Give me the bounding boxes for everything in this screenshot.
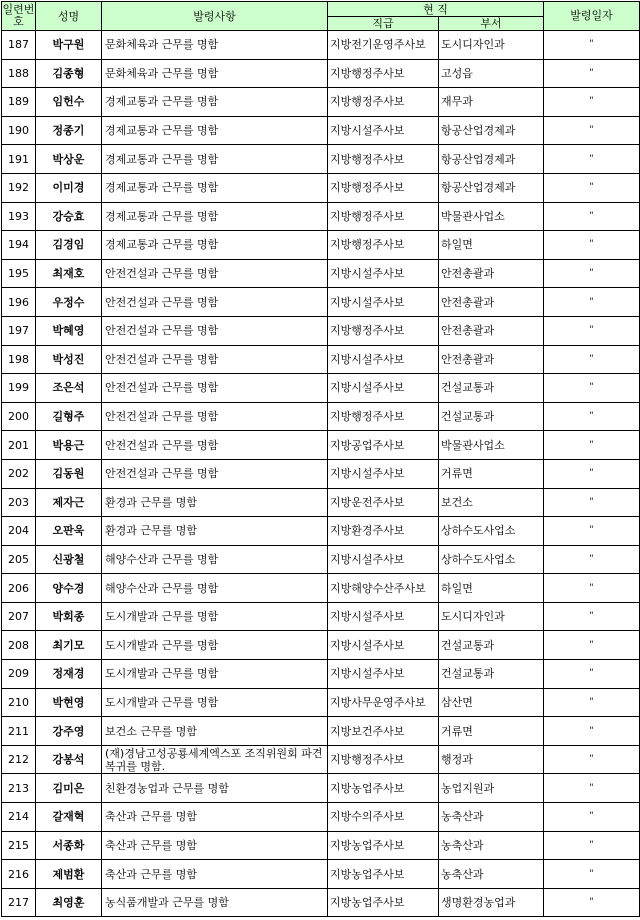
order-date-header-label: 발령일자 — [570, 9, 613, 22]
name-cell: 박성진 — [36, 345, 102, 374]
table-row — [2, 717, 640, 746]
personnel-order-table — [1, 1, 640, 917]
order-date-cell: " — [544, 831, 640, 860]
name-cell: 박현영 — [36, 688, 102, 717]
order-cell: 도시개발과 근무를 명함 — [102, 631, 328, 660]
name-cell: 박상운 — [36, 145, 102, 174]
order-date-cell: " — [544, 488, 640, 517]
serial-number-header-label: 일련번호 — [2, 3, 35, 28]
department-cell: 항공산업경제과 — [439, 173, 544, 202]
order-cell: 안전건설과 근무를 명함 — [102, 345, 328, 374]
table-row — [2, 831, 640, 860]
grade-cell: 지방사무운영주사보 — [328, 688, 439, 717]
table-row — [2, 431, 640, 460]
serial-number-cell: 207 — [2, 602, 36, 631]
department-cell: 상하수도사업소 — [439, 545, 544, 574]
order-cell: 경제교통과 근무를 명함 — [102, 173, 328, 202]
order-cell: 안전건설과 근무를 명함 — [102, 431, 328, 460]
order-cell: 안전건설과 근무를 명함 — [102, 316, 328, 345]
order-cell: 문화체육과 근무를 명함 — [102, 31, 328, 60]
order-date-cell: " — [544, 602, 640, 631]
grade-cell: 지방시설주사보 — [328, 345, 439, 374]
department-cell: 항공산업경제과 — [439, 116, 544, 145]
current-position-header: 현 직 — [328, 2, 544, 17]
name-cell: 임헌수 — [36, 88, 102, 117]
order-cell: 도시개발과 근무를 명함 — [102, 660, 328, 689]
department-cell: 도시디자인과 — [439, 602, 544, 631]
table-row — [2, 173, 640, 202]
order-cell: 안전건설과 근무를 명함 — [102, 288, 328, 317]
serial-number-cell: 217 — [2, 888, 36, 917]
department-cell: 건설교통과 — [439, 660, 544, 689]
order-cell: 경제교통과 근무를 명함 — [102, 116, 328, 145]
serial-number-cell: 208 — [2, 631, 36, 660]
order-date-cell: " — [544, 660, 640, 689]
table-row — [2, 374, 640, 403]
table-row — [2, 316, 640, 345]
serial-number-cell: 209 — [2, 660, 36, 689]
name-cell: 김종형 — [36, 59, 102, 88]
table-row — [2, 459, 640, 488]
order-cell: 경제교통과 근무를 명함 — [102, 145, 328, 174]
serial-number-cell: 212 — [2, 745, 36, 774]
name-cell: 김경임 — [36, 231, 102, 260]
serial-number-cell: 188 — [2, 59, 36, 88]
order-cell: 해양수산과 근무를 명함 — [102, 545, 328, 574]
department-cell: 생명환경농업과 — [439, 888, 544, 917]
table-row — [2, 402, 640, 431]
name-cell: 정종기 — [36, 116, 102, 145]
department-cell: 박물관사업소 — [439, 202, 544, 231]
grade-cell: 지방행정주사보 — [328, 59, 439, 88]
serial-number-cell: 193 — [2, 202, 36, 231]
order-cell: 안전건설과 근무를 명함 — [102, 374, 328, 403]
department-cell: 농업지원과 — [439, 774, 544, 803]
order-cell: 경제교통과 근무를 명함 — [102, 202, 328, 231]
order-cell: 안전건설과 근무를 명함 — [102, 259, 328, 288]
order-cell: 해양수산과 근무를 명함 — [102, 574, 328, 603]
department-cell: 농축산과 — [439, 803, 544, 832]
serial-number-cell: 190 — [2, 116, 36, 145]
department-cell: 상하수도사업소 — [439, 517, 544, 546]
table-row — [2, 660, 640, 689]
serial-number-cell: 215 — [2, 831, 36, 860]
name-cell: 박회종 — [36, 602, 102, 631]
grade-header: 직급 — [328, 17, 439, 31]
grade-cell: 지방공업주사보 — [328, 431, 439, 460]
order-date-cell: " — [544, 202, 640, 231]
grade-cell: 지방시설주사보 — [328, 631, 439, 660]
order-cell: 안전건설과 근무를 명함 — [102, 459, 328, 488]
order-date-cell: " — [544, 231, 640, 260]
order-cell: 안전건설과 근무를 명함 — [102, 402, 328, 431]
grade-cell: 지방농업주사보 — [328, 774, 439, 803]
name-cell: 박용근 — [36, 431, 102, 460]
name-cell: 최재호 — [36, 259, 102, 288]
table-row — [2, 259, 640, 288]
serial-number-cell: 191 — [2, 145, 36, 174]
order-date-cell: " — [544, 259, 640, 288]
order-date-cell: " — [544, 88, 640, 117]
order-cell: 경제교통과 근무를 명함 — [102, 231, 328, 260]
grade-cell: 지방시설주사보 — [328, 116, 439, 145]
name-cell: 오판욱 — [36, 517, 102, 546]
order-date-cell: " — [544, 459, 640, 488]
order-cell: 농식품개발과 근무를 명함 — [102, 888, 328, 917]
order-header: 발령사항 — [102, 2, 328, 31]
grade-cell: 지방농업주사보 — [328, 831, 439, 860]
table-row — [2, 860, 640, 889]
serial-number-cell: 192 — [2, 173, 36, 202]
serial-number-cell: 210 — [2, 688, 36, 717]
table-row — [2, 202, 640, 231]
order-cell: 보건소 근무를 명함 — [102, 717, 328, 746]
order-date-cell: " — [544, 860, 640, 889]
order-date-cell: " — [544, 774, 640, 803]
grade-cell: 지방운전주사보 — [328, 488, 439, 517]
grade-cell: 지방농업주사보 — [328, 860, 439, 889]
order-date-cell: " — [544, 402, 640, 431]
name-cell: 제자근 — [36, 488, 102, 517]
serial-number-cell: 194 — [2, 231, 36, 260]
serial-number-cell: 206 — [2, 574, 36, 603]
department-cell: 하일면 — [439, 574, 544, 603]
serial-number-cell: 201 — [2, 431, 36, 460]
order-cell: 환경과 근무를 명함 — [102, 517, 328, 546]
serial-number-cell: 200 — [2, 402, 36, 431]
table-row — [2, 88, 640, 117]
department-cell: 박물관사업소 — [439, 431, 544, 460]
name-cell: 강주영 — [36, 717, 102, 746]
table-row — [2, 803, 640, 832]
grade-cell: 지방시설주사보 — [328, 459, 439, 488]
serial-number-cell: 197 — [2, 316, 36, 345]
grade-cell: 지방수의주사보 — [328, 803, 439, 832]
grade-cell: 지방행정주사보 — [328, 88, 439, 117]
table-row — [2, 888, 640, 917]
department-cell: 안전총괄과 — [439, 259, 544, 288]
name-cell: 박구원 — [36, 31, 102, 60]
table-row — [2, 116, 640, 145]
order-date-cell: " — [544, 59, 640, 88]
table-row — [2, 745, 640, 774]
order-date-cell: " — [544, 173, 640, 202]
order-cell: 축산과 근무를 명함 — [102, 831, 328, 860]
department-cell: 안전총괄과 — [439, 345, 544, 374]
grade-cell: 지방행정주사보 — [328, 202, 439, 231]
department-header: 부서 — [439, 17, 544, 31]
table-row — [2, 631, 640, 660]
grade-cell: 지방시설주사보 — [328, 660, 439, 689]
order-cell: (재)경남고성공룡세계엑스포 조직위원회 파견복귀를 명함. — [102, 745, 328, 774]
order-date-cell: " — [544, 574, 640, 603]
department-cell: 농축산과 — [439, 831, 544, 860]
table-row — [2, 688, 640, 717]
department-cell: 항공산업경제과 — [439, 145, 544, 174]
order-date-cell: " — [544, 745, 640, 774]
order-date-cell: " — [544, 517, 640, 546]
grade-cell: 지방행정주사보 — [328, 402, 439, 431]
department-cell: 건설교통과 — [439, 374, 544, 403]
order-cell: 도시개발과 근무를 명함 — [102, 602, 328, 631]
department-cell: 농축산과 — [439, 860, 544, 889]
name-cell: 서종화 — [36, 831, 102, 860]
name-cell: 이미경 — [36, 173, 102, 202]
serial-number-cell: 204 — [2, 517, 36, 546]
grade-cell: 지방해양수산주사보 — [328, 574, 439, 603]
name-cell: 강봉석 — [36, 745, 102, 774]
order-date-cell: " — [544, 631, 640, 660]
grade-cell: 지방시설주사보 — [328, 374, 439, 403]
table-row — [2, 31, 640, 60]
grade-cell: 지방농업주사보 — [328, 888, 439, 917]
order-date-header — [544, 2, 640, 31]
serial-number-cell: 189 — [2, 88, 36, 117]
table-row — [2, 59, 640, 88]
serial-number-cell: 203 — [2, 488, 36, 517]
table-body — [2, 31, 640, 917]
serial-number-cell: 199 — [2, 374, 36, 403]
grade-cell: 지방행정주사보 — [328, 173, 439, 202]
grade-cell: 지방보건주사보 — [328, 717, 439, 746]
grade-cell: 지방전기운영주사보 — [328, 31, 439, 60]
name-cell: 강승효 — [36, 202, 102, 231]
department-cell: 안전총괄과 — [439, 316, 544, 345]
order-cell: 문화체육과 근무를 명함 — [102, 59, 328, 88]
order-date-cell: " — [544, 31, 640, 60]
serial-number-cell: 214 — [2, 803, 36, 832]
order-date-cell: " — [544, 717, 640, 746]
name-cell: 박혜영 — [36, 316, 102, 345]
department-cell: 재무과 — [439, 88, 544, 117]
order-date-cell: " — [544, 688, 640, 717]
serial-number-cell: 202 — [2, 459, 36, 488]
name-cell: 최기모 — [36, 631, 102, 660]
grade-cell: 지방행정주사보 — [328, 145, 439, 174]
department-cell: 거류면 — [439, 717, 544, 746]
name-cell: 양수경 — [36, 574, 102, 603]
grade-cell: 지방시설주사보 — [328, 259, 439, 288]
order-cell: 경제교통과 근무를 명함 — [102, 88, 328, 117]
grade-cell: 지방행정주사보 — [328, 745, 439, 774]
order-date-cell: " — [544, 288, 640, 317]
table-row — [2, 345, 640, 374]
name-cell: 김미은 — [36, 774, 102, 803]
serial-number-cell: 198 — [2, 345, 36, 374]
order-date-cell: " — [544, 116, 640, 145]
department-cell: 건설교통과 — [439, 631, 544, 660]
order-date-cell: " — [544, 431, 640, 460]
grade-cell: 지방시설주사보 — [328, 545, 439, 574]
order-date-cell: " — [544, 888, 640, 917]
table-row — [2, 288, 640, 317]
serial-number-cell: 196 — [2, 288, 36, 317]
serial-number-cell: 211 — [2, 717, 36, 746]
name-cell: 제범환 — [36, 860, 102, 889]
grade-cell: 지방행정주사보 — [328, 231, 439, 260]
table-row — [2, 517, 640, 546]
table-row — [2, 488, 640, 517]
order-date-cell: " — [544, 374, 640, 403]
serial-number-cell: 195 — [2, 259, 36, 288]
department-cell: 하일면 — [439, 231, 544, 260]
department-cell: 행정과 — [439, 745, 544, 774]
order-date-cell: " — [544, 803, 640, 832]
name-header: 성명 — [36, 2, 102, 31]
order-date-cell: " — [544, 345, 640, 374]
order-cell: 축산과 근무를 명함 — [102, 860, 328, 889]
name-cell: 정재경 — [36, 660, 102, 689]
department-cell: 거류면 — [439, 459, 544, 488]
name-cell: 신광철 — [36, 545, 102, 574]
grade-cell: 지방시설주사보 — [328, 602, 439, 631]
name-cell: 길형주 — [36, 402, 102, 431]
department-cell: 보건소 — [439, 488, 544, 517]
serial-number-header — [2, 2, 36, 31]
order-cell: 축산과 근무를 명함 — [102, 803, 328, 832]
serial-number-cell: 187 — [2, 31, 36, 60]
serial-number-cell: 213 — [2, 774, 36, 803]
table-row — [2, 545, 640, 574]
table-row — [2, 602, 640, 631]
grade-cell: 지방환경주사보 — [328, 517, 439, 546]
table-row — [2, 231, 640, 260]
name-cell: 조은석 — [36, 374, 102, 403]
serial-number-cell: 205 — [2, 545, 36, 574]
name-cell: 갈재혁 — [36, 803, 102, 832]
serial-number-cell: 216 — [2, 860, 36, 889]
order-date-cell: " — [544, 545, 640, 574]
order-cell: 환경과 근무를 명함 — [102, 488, 328, 517]
department-cell: 도시디자인과 — [439, 31, 544, 60]
grade-cell: 지방시설주사보 — [328, 288, 439, 317]
name-cell: 김동원 — [36, 459, 102, 488]
name-cell: 우정수 — [36, 288, 102, 317]
order-cell: 친환경농업과 근무를 명함 — [102, 774, 328, 803]
department-cell: 삼산면 — [439, 688, 544, 717]
department-cell: 고성읍 — [439, 59, 544, 88]
order-cell: 도시개발과 근무를 명함 — [102, 688, 328, 717]
order-date-cell: " — [544, 316, 640, 345]
department-cell: 건설교통과 — [439, 402, 544, 431]
order-date-cell: " — [544, 145, 640, 174]
grade-cell: 지방행정주사보 — [328, 316, 439, 345]
table-row — [2, 774, 640, 803]
name-cell: 최영훈 — [36, 888, 102, 917]
department-cell: 안전총괄과 — [439, 288, 544, 317]
table-row — [2, 574, 640, 603]
table-row — [2, 145, 640, 174]
